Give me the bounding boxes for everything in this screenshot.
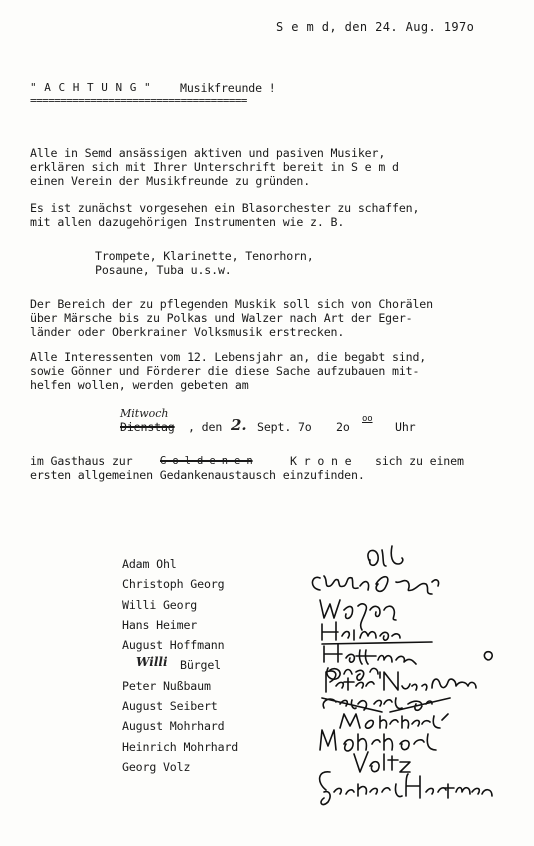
instruments-line2: Posaune, Tuba u.s.w.	[95, 263, 232, 277]
meeting-minutes: oo	[362, 414, 373, 424]
signature-ohl	[368, 546, 403, 566]
member-name: August Mohrhard	[122, 719, 225, 733]
paragraph1-line1: Alle in Semd ansässigen aktiven und pasiven Musiker,	[30, 146, 386, 160]
signature-mohrhardt	[340, 714, 448, 728]
signature-christoph-georg	[312, 576, 438, 594]
meeting-den: , den	[188, 420, 223, 434]
member-name: August Seibert	[122, 699, 218, 713]
musikfreunde-heading: Musikfreunde !	[180, 81, 276, 95]
member-name: Christoph Georg	[122, 577, 225, 591]
venue-line2: ersten allgemeinen Gedankenaustausch einzufinden.	[30, 468, 365, 482]
member-name: Heinrich Mohrhard	[122, 740, 239, 754]
member-handwritten-name: Willi	[136, 655, 168, 669]
member-name: Georg Volz	[122, 760, 191, 774]
member-name: Bürgel	[180, 658, 221, 672]
struck-day: Dienstag	[120, 420, 175, 434]
member-name: Hans Heimer	[122, 618, 198, 632]
member-name: Adam Ohl	[122, 557, 177, 571]
meeting-hour: 2o	[336, 420, 350, 434]
signature-heimer	[322, 622, 432, 644]
achtung-heading: " A C H T U N G "	[30, 81, 152, 94]
paragraph4-line1: Alle Interessenten vom 12. Lebensjahr an, die begabt sind,	[30, 350, 427, 364]
signature-voltz	[354, 752, 410, 772]
date-line: S e m d, den 24. Aug. 197o	[276, 20, 475, 34]
member-name: August Hoffmann	[122, 638, 225, 652]
meeting-day-number: 2.	[231, 416, 247, 434]
member-name: Peter Nußbaum	[122, 679, 211, 693]
paragraph2-line2: mit allen dazugehörigen Instrumenten wie z. B.	[30, 215, 345, 229]
paragraph1-line3: einen Verein der Musikfreunde zu gründen.	[30, 174, 311, 188]
venue-suffix: sich zu einem	[375, 454, 464, 468]
paragraph3-line3: länder oder Oberkrainer Volksmusik erstrecken.	[30, 325, 345, 339]
paragraph4-line2: sowie Gönner und Förderer die diese Sache aufzubauen mit-	[30, 364, 420, 378]
paragraph3-line2: über Märsche bis zu Polkas und Walzer nach Art der Eger-	[30, 311, 413, 325]
signature-w-georg	[320, 600, 396, 630]
signature-hoffmann	[324, 644, 416, 664]
heading-underline: ====================================	[30, 94, 247, 107]
signature-peter-nussbaum	[326, 671, 476, 692]
paragraph2-line1: Es ist zunächst vorgesehen ein Blasorchester zu schaffen,	[30, 201, 420, 215]
paragraph4-line3: helfen wollen, werden gebeten am	[30, 378, 249, 392]
venue-krone: K r o n e	[290, 454, 352, 468]
signature-buergel	[327, 652, 492, 681]
signature-gerhard-hartmann	[320, 772, 492, 805]
signatures-area	[300, 540, 500, 810]
signature-seibert	[322, 698, 450, 712]
instruments-line1: Trompete, Klarinette, Tenorhorn,	[95, 249, 314, 263]
signature-mohrhard	[320, 730, 436, 751]
paragraph3-line1: Der Bereich der zu pflegenden Muskik soll sich von Chorälen	[30, 297, 433, 311]
handwritten-day: Mitwoch	[120, 407, 169, 420]
venue-struck-word: G o l d e n e n	[160, 455, 253, 467]
meeting-month-year: Sept. 7o	[257, 420, 312, 434]
paragraph1-line2: erklären sich mit Ihrer Unterschrift bereit in S e m d	[30, 160, 399, 174]
venue-prefix: im Gasthaus zur	[30, 454, 133, 468]
member-name: Willi Georg	[122, 598, 198, 612]
meeting-uhr: Uhr	[395, 420, 416, 434]
